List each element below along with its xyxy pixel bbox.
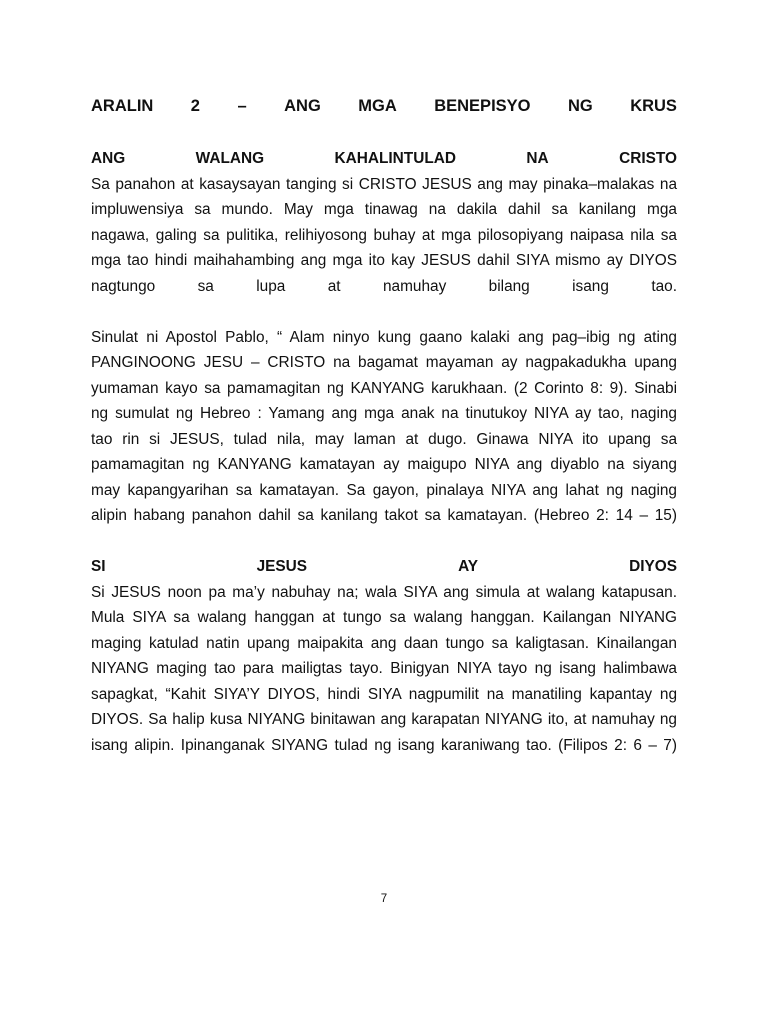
heading-word: JESUS: [256, 558, 308, 575]
text-line: ng sumulat ng Hebreo : Yamang ang mga anak na tinutukoy NIYA ay tao, naging: [91, 405, 677, 422]
text-line: sapagkat, “Kahit SIYA’Y DIYOS, hindi SIYA nagpumilit na manatiling kapantay ng: [91, 685, 677, 703]
document-page: [91, 92, 677, 758]
heading-word: SI: [91, 558, 106, 575]
title-word: ARALIN: [91, 97, 154, 115]
text-line: Mula SIYA sa walang hanggan at tungo sa walang hanggan. Kailangan NIYANG: [91, 609, 677, 626]
text-line: impluwensiya sa mundo. May mga tinawag na dakila dahil sa kanilang mga: [91, 201, 677, 218]
paragraph-si-jesus: [91, 580, 677, 759]
title-word: KRUS: [630, 97, 677, 115]
title-word: MGA: [358, 97, 397, 115]
heading-word: ANG: [91, 150, 126, 167]
lesson-title: [91, 92, 677, 120]
text-line: NIYANG maging tao para mailigtas tayo. Binigyan NIYA tayo ng isang halimbawa: [91, 660, 677, 677]
title-word: BENEPISYO: [434, 97, 531, 115]
text-line: yumaman kayo sa pamamagitan ng KANYANG karukhaan. (2 Corinto 8: 9). Sinabi: [91, 379, 677, 397]
section-heading-walang-kahalintulad: [91, 146, 677, 172]
heading-word: CRISTO: [619, 150, 677, 167]
paragraph-apostol-pablo: [91, 325, 677, 529]
heading-word: NA: [526, 150, 549, 167]
heading-word: DIYOS: [629, 558, 677, 575]
title-word: NG: [567, 97, 593, 115]
text-line: PANGINOONG JESU – CRISTO na bagamat mayaman ay nagpakadukha upang: [91, 354, 677, 371]
paragraph-kasaysayan: [91, 172, 677, 300]
text-line: isang alipin. Ipinanganak SIYANG tulad ng isang karaniwang tao. (Filipos 2: 6 – 7): [91, 736, 677, 754]
title-word: 2: [190, 97, 200, 115]
text-line: Sinulat ni Apostol Pablo, “ Alam ninyo kung gaano kalaki ang pag–ibig ng ating: [91, 328, 677, 346]
text-line: Sa panahon at kasaysayan tanging si CRISTO JESUS ang may pinaka–malakas na: [91, 175, 677, 193]
text-line: pamamagitan ng KANYANG kamatayan ay maigupo NIYA ang diyablo na siyang: [91, 456, 677, 473]
heading-word: WALANG: [195, 150, 265, 167]
heading-word: AY: [458, 558, 479, 575]
page-number: 7: [380, 893, 388, 905]
text-line: alipin habang panahon dahil sa kanilang takot sa kamatayan. (Hebreo 2: 14 – 15): [91, 507, 677, 524]
text-line: tao rin si JESUS, tulad nila, may laman at dugo. Ginawa NIYA ito upang sa: [91, 430, 677, 448]
heading-word: KAHALINTULAD: [334, 150, 456, 167]
text-line: nagawa, galing sa pulitika, relihiyosong buhay at mga pilosopiyang naipasa nila sa: [91, 226, 677, 244]
text-line: DIYOS. Sa halip kusa NIYANG binitawan ang karapatan NIYANG ito, at namuhay ng: [91, 711, 677, 728]
text-line: maging katulad natin upang maipakita ang daan tungo sa kaligtasan. Kinailangan: [91, 634, 677, 652]
title-word: –: [237, 97, 247, 115]
text-line: may kapangyarihan sa kamatayan. Sa gayon, pinalaya NIYA ang lahat ng naging: [91, 481, 677, 499]
text-line: Si JESUS noon pa ma’y nabuhay na; wala SIYA ang simula at walang katapusan.: [91, 583, 677, 601]
section-heading-si-jesus-ay-diyos: [91, 554, 677, 580]
text-line: nagtungo sa lupa at namuhay bilang isang tao.: [91, 277, 677, 295]
title-word: ANG: [284, 97, 321, 115]
text-line: mga tao hindi maihahambing ang mga ito kay JESUS dahil SIYA mismo ay DIYOS: [91, 252, 677, 269]
